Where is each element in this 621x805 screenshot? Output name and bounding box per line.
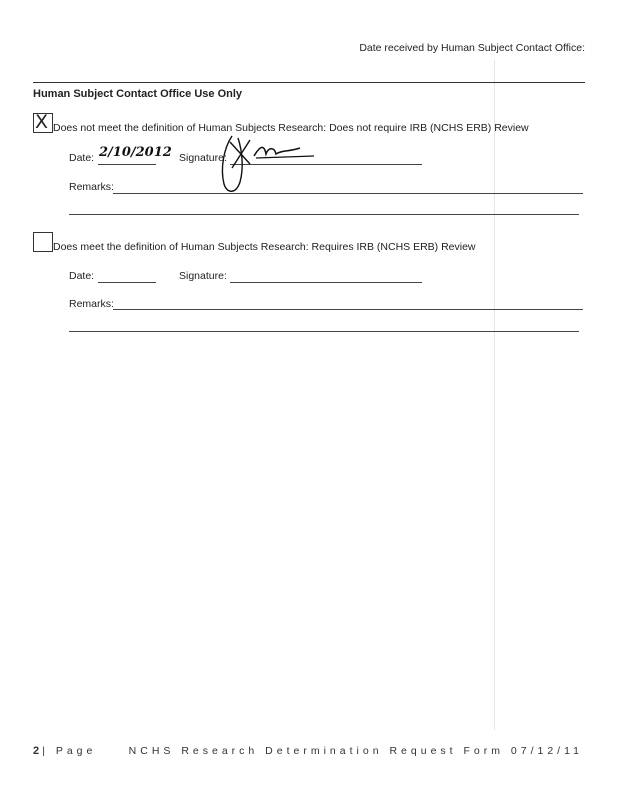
remarks-line-1b[interactable]: [69, 214, 579, 215]
form-title: NCHS Research Determination Request Form 07/12/11: [128, 745, 583, 757]
section-title: Human Subject Contact Office Use Only: [33, 88, 243, 100]
remarks-line-2b[interactable]: [69, 331, 579, 332]
signature-label-1: Signature:: [179, 152, 227, 164]
date-label-2: Date:: [69, 270, 95, 282]
date-line-2[interactable]: [98, 282, 156, 283]
signature-label-2: Signature:: [179, 270, 227, 282]
scan-artifact-line: [494, 60, 495, 730]
hsr-checkbox[interactable]: [33, 232, 53, 252]
page-number: 2: [33, 745, 40, 757]
handwritten-signature: [210, 128, 320, 200]
check-mark-icon: X: [35, 111, 49, 133]
not-hsr-checkbox[interactable]: [33, 113, 53, 133]
hsr-option-text: Does meet the definition of Human Subjects Research: Requires IRB (NCHS ERB) Review: [53, 241, 476, 253]
header-divider: [33, 82, 585, 83]
page-indicator: [33, 745, 96, 757]
signature-line-2[interactable]: [230, 282, 422, 283]
remarks-label-2: Remarks:: [69, 298, 114, 310]
date-line-1: [98, 164, 156, 165]
date-value-1[interactable]: 2/10/2012: [99, 145, 172, 160]
remarks-line-2[interactable]: [113, 309, 583, 310]
page-label: | Page: [42, 745, 97, 757]
date-label-1: Date:: [69, 152, 95, 164]
not-hsr-option-text: Does not meet the definition of Human Subjects Research: Does not require IRB (NCHS ERB) Review: [53, 122, 529, 134]
remarks-label-1: Remarks:: [69, 181, 114, 193]
date-received-label: Date received by Human Subject Contact Office:: [359, 42, 585, 54]
remarks-line-1[interactable]: [113, 193, 583, 194]
